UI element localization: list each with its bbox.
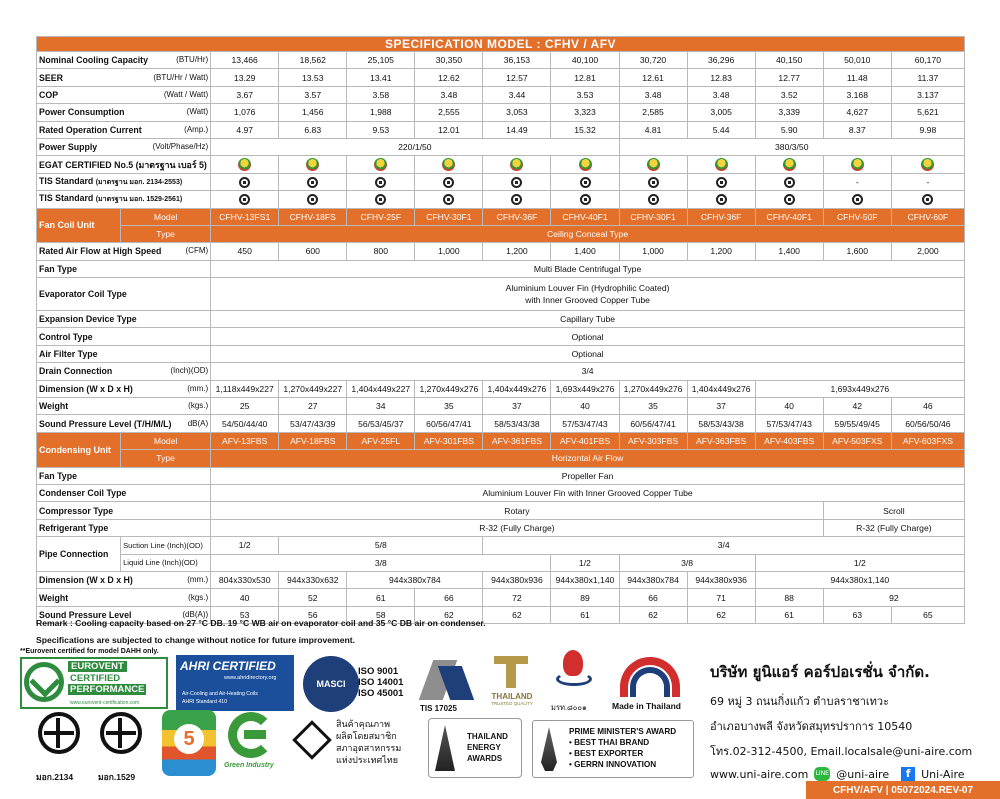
company-contact: โทร.02-312-4500, Email.localsale@uni-aire.com: [710, 745, 973, 758]
facebook-icon: f: [901, 767, 915, 781]
tis-mark-icon: [511, 194, 522, 205]
tis-mark-icon: [716, 177, 727, 188]
energy-label-5-icon: [374, 158, 387, 171]
tis-mark-icon: [443, 177, 454, 188]
tis-mark-icon: [239, 177, 250, 188]
cdu-section-label: Condensing Unit: [37, 432, 121, 467]
tis17025-logo: TIS 17025: [418, 660, 478, 706]
masci-logo: MASCI: [303, 656, 359, 712]
green-industry-logo: Green Industry: [224, 712, 286, 776]
row-cdu-compressor: Compressor Type Rotary Scroll: [37, 502, 965, 519]
row-fcu-weight: Weight (kgs.) 25 27 34 35 37 40 35 37 40 42 46: [37, 398, 965, 415]
tis-mark-icon: [580, 177, 591, 188]
company-address-1: 69 หมู่ 3 ถนนกิ่งแก้ว ตำบลราชาเทวะ: [710, 695, 890, 708]
spec-title: SPECIFICATION MODEL : CFHV / AFV: [37, 37, 965, 52]
row-cdu-model: Condensing Unit Model AFV-13FBS AFV-18FBS AFV-25FL AFV-301FBS AFV-361FBS AFV-401FBS AFV-303FBS AFV-363FBS AFV-403FBS AFV-503FXS AFV-603FXS: [37, 432, 965, 449]
tis-mark-icon: [375, 194, 386, 205]
row-seer: SEER (BTU/Hr / Watt) 13.29 13.53 13.41 12.62 12.57 12.81 12.61 12.83 12.77 11.48 11.37: [37, 69, 965, 86]
remark-specifications: Specifications are subjected to change without notice for future improvement.: [36, 635, 355, 645]
row-operation-current: Rated Operation Current (Amp.) 4.97 6.83 9.53 12.01 14.49 15.32 4.81 5.44 5.90 8.37 9.98: [37, 121, 965, 138]
tis-mark-icon: [511, 177, 522, 188]
thailand-energy-awards-logo: THAILAND ENERGY AWARDS: [428, 718, 522, 778]
row-cdu-fan-type: Fan Type Propeller Fan: [37, 467, 965, 484]
row-fcu-dimension: Dimension (W x D x H) (mm.) 1,118x449x227 1,270x449x227 1,404x449x227 1,270x449x276 1,404x449x276 1,693x449x276 1,270x449x276 1,404x449x276 1,693x449x276: [37, 380, 965, 397]
row-cdu-suction: Pipe Connection Suction Line (Inch)(OD) 1/2 5/8 3/4: [37, 537, 965, 554]
facebook-account[interactable]: Uni-Aire: [921, 767, 965, 781]
tis-mark-icon: [648, 194, 659, 205]
row-fcu-airflow: Rated Air Flow at High Speed (CFM) 450 600 800 1,000 1,200 1,400 1,000 1,200 1,400 1,600 2,000: [37, 243, 965, 260]
row-power-consumption: Power Consumption (Watt) 1,076 1,456 1,988 2,555 3,053 3,323 2,585 3,005 3,339 4,627 5,621: [37, 104, 965, 121]
mortor-8001-logo: มรท.๘๐๐๑: [551, 650, 601, 710]
company-info: [710, 660, 972, 781]
row-nominal-capacity: Nominal Cooling Capacity (BTU/Hr) 13,466 18,562 25,105 30,350 36,153 40,100 30,720 36,296 40,150 50,010 60,170: [37, 52, 965, 69]
energy-label-5-logo: 5: [162, 710, 216, 776]
tis-mark-icon: [784, 194, 795, 205]
row-cdu-type: Type Horizontal Air Flow: [37, 450, 965, 467]
row-cdu-weight: Weight (kgs.) 40 52 61 66 72 89 66 71 88 92: [37, 589, 965, 606]
row-cdu-coil: Condenser Coil Type Aluminium Louver Fin with Inner Grooved Copper Tube: [37, 484, 965, 501]
row-fcu-drain: Drain Connection (Inch)(OD) 3/4: [37, 363, 965, 380]
tis-mark-icon: [580, 194, 591, 205]
eurovent-logo: EUROVENT CERTIFIED PERFORMANCE www.eurovent-certification.com: [20, 657, 168, 709]
row-tis-1529: TIS Standard (มาตรฐาน มอก. 1529-2561): [37, 191, 965, 208]
remark-cooling: Remark : Cooling capacity based on 27 °C DB. 19 °C WB air on evaporator coil and 35 °C DB air on condenser.: [36, 618, 486, 628]
energy-label-5-icon: [851, 158, 864, 171]
tis-mark-icon: [852, 194, 863, 205]
row-tis-2134: TIS Standard (มาตรฐาน มอก. 2134-2553) - -: [37, 173, 965, 190]
tis-mark-icon: [648, 177, 659, 188]
thailand-trusted-quality-logo: THAILAND TRUSTED QUALITY: [480, 656, 544, 708]
row-fcu-type: Type Ceiling Conceal Type: [37, 225, 965, 242]
tis-mark-icon: [375, 177, 386, 188]
energy-label-5-icon: [238, 158, 251, 171]
company-website[interactable]: www.uni-aire.com: [710, 767, 809, 781]
fcu-section-label: Fan Coil Unit: [37, 208, 121, 243]
document-footer: CFHV/AFV | 05072024.REV-07: [806, 781, 1000, 799]
tis-mark-icon: [716, 194, 727, 205]
energy-label-5-icon: [510, 158, 523, 171]
remark-eurovent: **Eurovent certified for model DAHH only.: [20, 648, 159, 655]
fti-quality-logo: สินค้าคุณภาพ ผลิตโดยสมาชิก สภาอุตสาหกรรม แห่งประเทศไทย: [294, 716, 418, 774]
energy-label-5-icon: [579, 158, 592, 171]
made-in-thailand-logo: Made in Thailand: [612, 655, 694, 711]
iso-certificates: ISO 9001 ISO 14001 ISO 45001: [358, 666, 404, 699]
row-fcu-fan-type: Fan Type Multi Blade Centrifugal Type: [37, 260, 965, 277]
energy-label-5-icon: [921, 158, 934, 171]
row-cdu-refrigerant: Refrigerant Type R-32 (Fully Charge) R-32 (Fully Charge): [37, 519, 965, 536]
energy-label-5-icon: [715, 158, 728, 171]
tis-mark-icon: [443, 194, 454, 205]
prime-minister-award-logo: PRIME MINISTER'S AWARD • BEST THAI BRAND • BEST EXPORTER • GERRN INNOVATION: [532, 720, 694, 778]
row-fcu-expansion: Expansion Device Type Capillary Tube: [37, 311, 965, 328]
row-fcu-control: Control Type Optional: [37, 328, 965, 345]
energy-label-5-icon: [442, 158, 455, 171]
line-account[interactable]: @uni-aire: [836, 767, 890, 781]
tis-mark-icon: [239, 194, 250, 205]
tis-mark-icon: [307, 194, 318, 205]
energy-label-5-icon: [647, 158, 660, 171]
row-egat-certified: EGAT CERTIFIED No.5 (มาตรฐาน เบอร์ 5): [37, 156, 965, 173]
row-cdu-sound: Sound Pressure Level (dB(A)) 53 56 58 62 62 61 62 62 61 63 65: [37, 606, 965, 623]
energy-label-5-icon: [783, 158, 796, 171]
row-cdu-dimension: Dimension (W x D x H) (mm.) 804x330x530 944x330x632 944x380x784 944x380x936 944x380x1,140 944x380x784 944x380x936 944x380x1,140: [37, 571, 965, 588]
line-icon: LINE: [814, 767, 830, 781]
row-fcu-evaporator: Evaporator Coil Type Aluminium Louver Fin (Hydrophilic Coated) with Inner Grooved Copper Tube: [37, 278, 965, 311]
tis-1529-logo: มอก.1529: [98, 712, 144, 782]
row-fcu-model: Fan Coil Unit Model CFHV-13FS1 CFHV-18FS CFHV-25F CFHV-30F1 CFHV-36F CFHV-40F1 CFHV-30F1 CFHV-36F CFHV-40F1 CFHV-50F CFHV-60F: [37, 208, 965, 225]
tis-mark-icon: [307, 177, 318, 188]
row-cop: COP (Watt / Watt) 3.67 3.57 3.58 3.48 3.44 3.53 3.48 3.48 3.52 3.168 3.137: [37, 86, 965, 103]
tis-mark-icon: [784, 177, 795, 188]
row-cdu-liquid: Liquid Line (Inch)(OD) 3/8 1/2 3/8 1/2: [37, 554, 965, 571]
row-fcu-sound: Sound Pressure Level (T/H/M/L) dB(A) 54/50/44/40 53/47/43/39 56/53/45/37 60/56/47/41 58/53/43/38 57/53/47/43 60/56/47/41 58/53/43/38 57/53/47/43 59/55/49/45 60/56/50/46: [37, 415, 965, 432]
company-address-2: อำเภอบางพลี จังหวัดสมุทรปราการ 10540: [710, 720, 913, 733]
tis-mark-icon: [922, 194, 933, 205]
tis-2134-logo: มอก.2134: [36, 712, 82, 782]
energy-label-5-icon: [306, 158, 319, 171]
company-name: บริษัท ยูนิแอร์ คอร์ปอเรชั่น จำกัด.: [710, 663, 930, 681]
ahri-certified-logo: AHRI CERTIFIED www.ahridirectory.org Air-Cooling and Air-Heating Coils AHRI Standard 410: [176, 655, 294, 711]
row-power-supply: Power Supply (Volt/Phase/Hz) 220/1/50 380/3/50: [37, 138, 965, 155]
specification-table: [36, 36, 965, 624]
row-fcu-filter: Air Filter Type Optional: [37, 345, 965, 362]
